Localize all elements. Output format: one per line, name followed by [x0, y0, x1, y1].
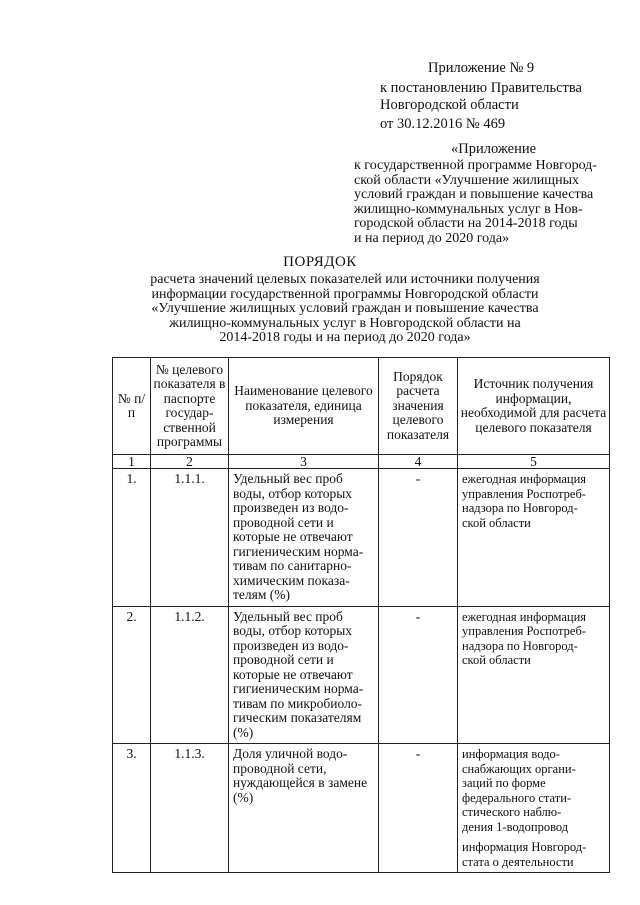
source-line: стического наблю-: [462, 805, 562, 819]
source-line: ежегодная информация: [462, 472, 587, 486]
source-line: дения 1-водопровод: [462, 819, 569, 834]
table-row: [113, 606, 610, 744]
header-indicator-name: Наименование целевого показателя, единица измерения: [229, 358, 379, 455]
header-calculation-order: Порядок расчета значения целевого показателя: [379, 358, 458, 455]
subtitle-line: расчета значений целевых показателей или источники получения: [150, 272, 540, 287]
name-line: проводной сети и: [233, 514, 334, 530]
column-number: 1: [113, 455, 151, 469]
name-line: произведен из водо-: [233, 637, 349, 653]
row-number: 1.: [113, 469, 151, 607]
information-source: [458, 606, 610, 744]
indicator-code: 1.1.2.: [151, 606, 229, 744]
resolution-ref: к постановлению Правительства: [380, 80, 582, 96]
annex-line: к государственной программе Новгород-: [354, 158, 597, 173]
name-line: гическим показателям: [233, 710, 362, 725]
source-line: стата о деятельности: [462, 854, 574, 869]
region-name: Новгородской области: [380, 97, 519, 113]
subtitle-line: «Улучшение жилищных условий граждан и повышение качества: [151, 301, 539, 316]
subtitle-line: 2014-2018 годы и на период до 2020 года»: [219, 330, 471, 345]
indicator-name: [229, 744, 379, 873]
annex-title: «Приложение: [451, 141, 537, 157]
source-line: управления Роспотреб-: [462, 624, 586, 638]
column-number: 4: [379, 455, 458, 469]
annex-line: ской области «Улучшение жилищных: [354, 172, 579, 188]
source-line: заций по форме: [462, 776, 546, 790]
annex-number: Приложение № 9: [428, 60, 535, 76]
row-number: 2.: [113, 606, 151, 744]
resolution-date: от 30.12.2016 № 469: [380, 116, 506, 132]
row-number: 3.: [113, 744, 151, 873]
source-line: информация Новгород-: [462, 840, 587, 854]
source-line: снабжающих органи-: [462, 761, 576, 776]
indicator-code: 1.1.3.: [151, 744, 229, 873]
indicator-name: [229, 606, 379, 744]
name-line: Доля уличной водо-: [233, 746, 348, 761]
annex-description: [354, 159, 614, 246]
annex-line: жилищно-коммунальных услуг в Нов-: [354, 201, 583, 217]
name-line: гигиеническим норма-: [233, 543, 364, 559]
document-title: ПОРЯДОК: [283, 254, 357, 270]
table-header-row: [113, 358, 610, 455]
name-line: (%): [233, 724, 254, 740]
indicator-name: [229, 469, 379, 607]
source-line: управления Роспотреб-: [462, 486, 586, 501]
source-line: информация водо-: [462, 747, 560, 761]
document-subtitle: [130, 273, 560, 346]
annex-line: городской области на 2014-2018 годы: [354, 216, 578, 231]
name-line: произведен из водо-: [233, 500, 349, 515]
source-line: надзора по Новгород-: [462, 638, 578, 653]
name-line: которые не отвечают: [233, 529, 353, 544]
name-line: воды, отбор которых: [233, 485, 353, 501]
subtitle-line: информации государственной программы Новгородской области: [151, 286, 539, 302]
indicators-table: [112, 357, 610, 873]
name-line: химическим показа-: [233, 572, 350, 588]
calculation-order: -: [379, 744, 458, 873]
name-line: нуждающейся в замене: [233, 775, 368, 790]
name-line: Удельный вес проб: [233, 471, 343, 486]
table-row: [113, 744, 610, 873]
source-line: ежегодная информация: [462, 609, 587, 624]
calculation-order: -: [379, 606, 458, 744]
name-line: Удельный вес проб: [233, 608, 343, 624]
source-line: федерального стати-: [462, 790, 572, 805]
source-line: ской области: [462, 515, 531, 530]
name-line: тивам по микробиоло-: [233, 695, 363, 711]
annex-line: условий граждан и повышение качества: [354, 187, 594, 202]
calculation-order: -: [379, 469, 458, 607]
indicator-code: 1.1.1.: [151, 469, 229, 607]
source-line: надзора по Новгород-: [462, 501, 578, 515]
name-line: воды, отбор которых: [233, 623, 353, 638]
information-source: [458, 469, 610, 607]
name-line: (%): [233, 789, 254, 805]
header-indicator-number: № целевого показателя в паспорте государ- ственной программы: [151, 358, 229, 455]
column-number: 5: [458, 455, 610, 469]
name-line: проводной сети и: [233, 652, 334, 667]
subtitle-line: жилищно-коммунальных услуг в Новгородской области на: [169, 315, 521, 331]
annex-line: и на период до 2020 года»: [354, 230, 510, 246]
source-line: ской области: [462, 653, 531, 667]
column-numbers-row: [113, 455, 610, 469]
information-source: [458, 744, 610, 873]
name-line: которые не отвечают: [233, 666, 353, 682]
table-row: [113, 469, 610, 607]
header-row-number: № п/п: [113, 358, 151, 455]
column-number: 3: [229, 455, 379, 469]
name-line: телям (%): [233, 587, 290, 602]
name-line: тивам по санитарно-: [233, 558, 352, 573]
column-number: 2: [151, 455, 229, 469]
name-line: гигиеническим норма-: [233, 681, 364, 696]
header-information-source: Источник получения информации, необходимой для расчета целевого показателя: [458, 358, 610, 455]
name-line: проводной сети,: [233, 760, 327, 776]
